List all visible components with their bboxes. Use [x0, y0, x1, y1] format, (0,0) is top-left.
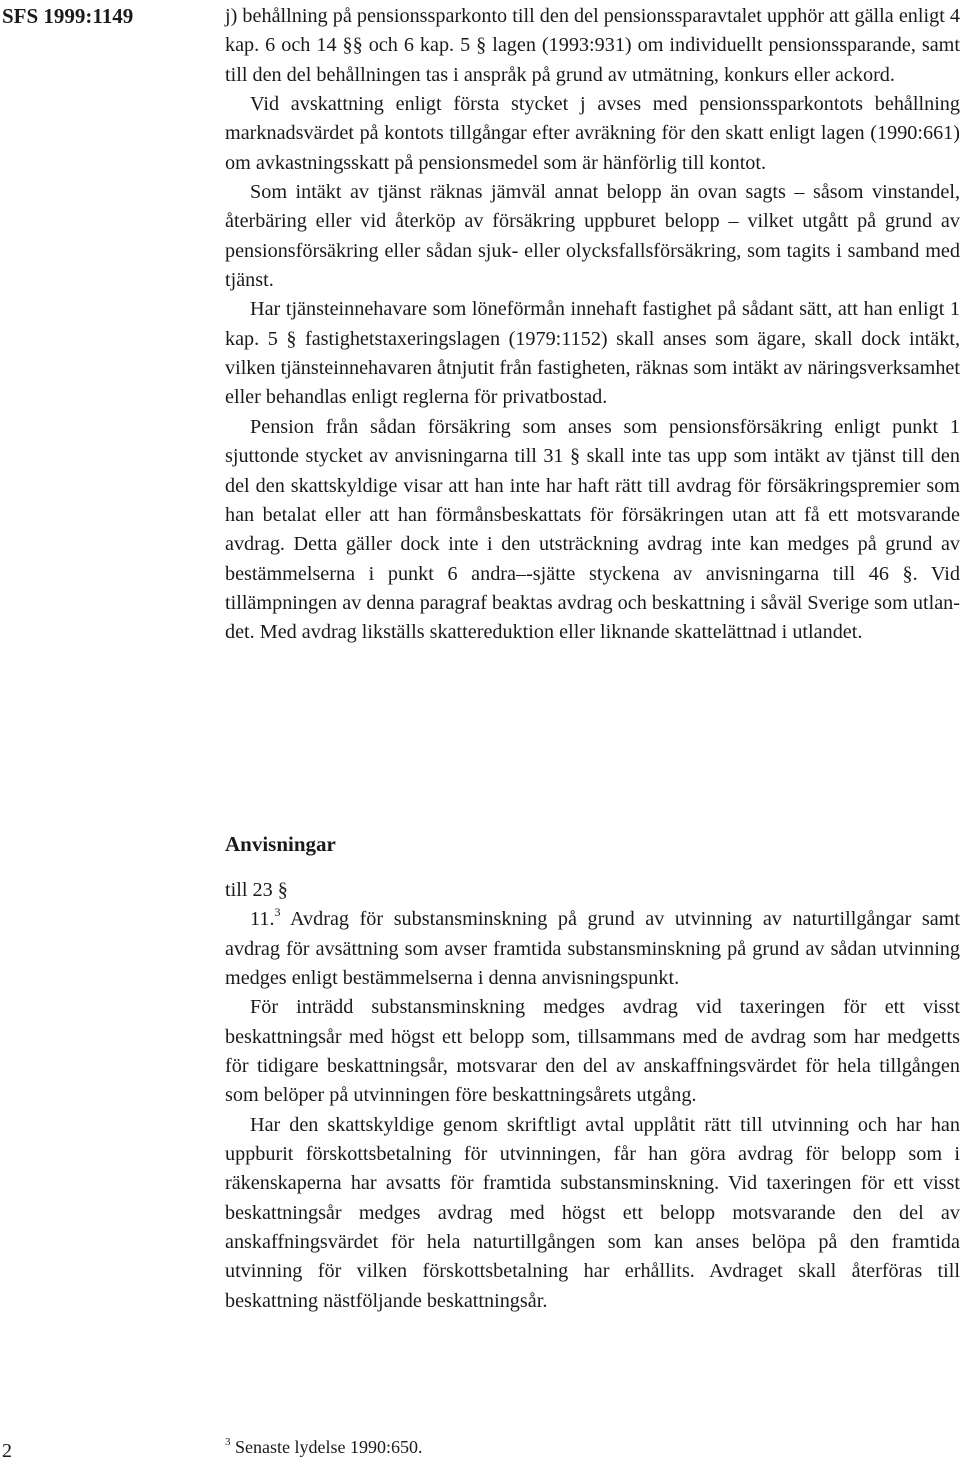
- footnote-number: 3: [225, 1436, 231, 1448]
- footnote: [225, 1436, 422, 1458]
- point-number: 11.: [250, 908, 275, 931]
- till-paragraph-reference: till 23 §: [225, 879, 288, 901]
- sfs-number: SFS 1999:1149: [2, 4, 134, 28]
- body-paragraph-3: Som intäkt av tjänst räknas jämväl annat belopp än ovan sagts – såsom vinstandel, återbäring eller vid återköp av försäkring uppburet belopp – vilket utgått på grund av pensionsförsäkring eller sådan sjuk- eller olycksfallsförsäkring, som tagits i samband med tjänst.: [225, 181, 960, 292]
- point-11-paragraph: [225, 905, 960, 993]
- body-paragraph-4: Har tjänsteinnehavare som löneförmån innehaft fastighet på sådant sätt, att han enligt 1 kap. 5 § fastighetstaxeringslagen (1979:1152) skall anses som ägare, skall dock intäkt, vilken tjänsteinnehavaren åtnjutit från fastigheten, räknas som intäkt av näringsverksamhet eller behandlas enligt reglerna för privatbostad.: [225, 298, 960, 409]
- appendix-paragraph-2: För inträdd substansminskning medges avdrag vid taxeringen för ett visst beskattningsår med högst ett belopp som, tillsammans med de avdrag som har medgetts för tidigare beskattningsår, motsvarar den del av anskaffningsvärdet för hela tillgången som belöper på utvinningen före beskattningsårets utgång.: [225, 996, 960, 1107]
- body-paragraph-1: j) behållning på pensionssparkonto till den del pensionssparavtalet upphör att gälla enligt 4 kap. 6 och 14 §§ och 6 kap. 5 § lagen (1993:931) om individuellt pensionssparande, samt till den del behållningen tas i anspråk på grund av utmätning, konkurs eller ackord.: [225, 5, 960, 86]
- section-heading: Anvisningar: [225, 832, 336, 856]
- appendix-paragraph-3: Har den skattskyldige genom skriftligt avtal upplåtit rätt till utvinning och har han uppburit förskottsbetalning för utvinningen, får han göra avdrag för belopp som i räkenskaperna har avsatts för framtida substansminskning. Vid taxeringen för ett visst beskattningsår medges avdrag med högst ett belopp motsvarande den del av anskaffningsvärdet för hela naturtillgången som kan anses belöpa på den framtida utvinning för vilken förskottsbetalning har erhållits. Avdraget skall återföras till beskattning nästföljande beskattningsår.: [225, 1113, 960, 1312]
- body-paragraph-2: Vid avskattning enligt första stycket j avses med pensionssparkontots behållning marknadsvärdet på kontots tillgångar efter avräkning för den skatt enligt lagen (1990:661) om avkastningsskatt på pensionsmedel som är hänförlig till kontot.: [225, 93, 960, 174]
- point-11-text: Avdrag för substansminskning på grund av utvinning av naturtillgångar samt avdrag för avsättning som avser framtida substansminskning på grund av sådan utvinning medges enligt bestämmelserna i denna anvisningspunkt.: [225, 908, 960, 990]
- anvisningar-section: [225, 876, 960, 1316]
- body-paragraph-5: Pension från sådan försäkring som anses som pensionsförsäkring enligt punkt 1 sjuttonde stycket av anvisningarna till 31 § skall inte tas upp som intäkt av tjänst till den del den skattskyldige visar att han inte har haft rätt till avdrag för försäkringspremier som han betalat eller att han förmånsbeskattats för försäkringen utan att få ett motsvarande avdrag. Detta gäller dock inte i den utsträckning avdrag inte kan medges på grund av bestämmelserna i punkt 6 andra–-sjätte styckena av anvisningarna till 46 §. Vid tillämpningen av denna paragraf beaktas avdrag och beskattning i såväl Sverige som utlandet. Med avdrag likställs skattereduktion eller liknande skattelättnad i utlandet.: [225, 415, 960, 644]
- page-number: 2: [2, 1440, 12, 1462]
- document-body: [225, 0, 960, 648]
- footnote-text: Senaste lydelse 1990:650.: [235, 1437, 423, 1457]
- footnote-reference: 3: [274, 905, 281, 920]
